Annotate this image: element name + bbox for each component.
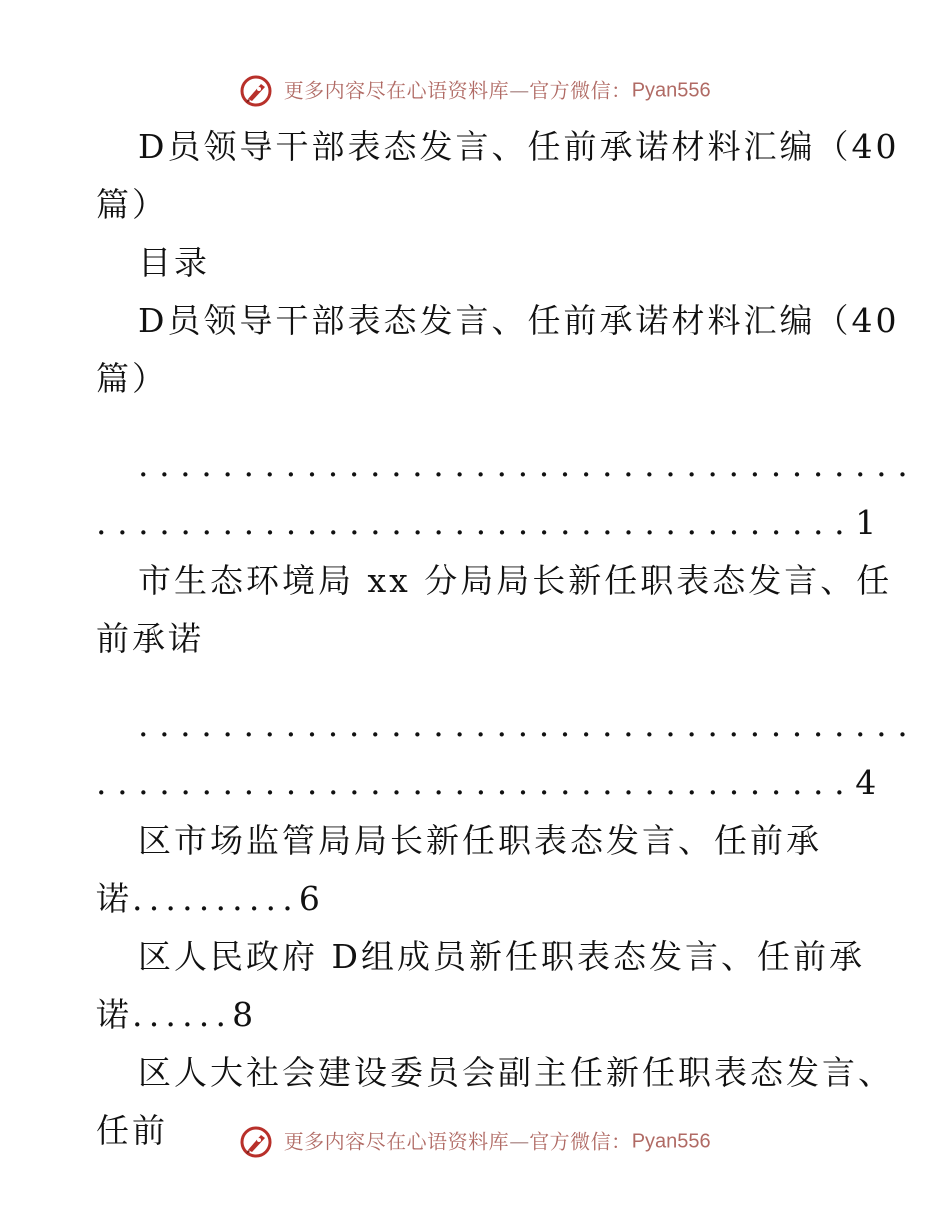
toc-entry-title-line2-with-page [96, 870, 856, 928]
toc-entry-title-line2: 任前 [96, 1111, 168, 1150]
toc-entry-page-number: 8 [232, 995, 257, 1034]
watermark-contact-id: Pyan556 [631, 1130, 711, 1153]
toc-entry-title-line1: 市生态环境局 xx 分局局长新任职表态发言、任 [138, 561, 893, 600]
toc-heading: 目录 [138, 243, 210, 282]
pen-logo-icon [239, 74, 273, 108]
toc-entry-title-line2: 诺 [96, 995, 132, 1034]
toc-entry-leader-dots: ...... [132, 995, 233, 1034]
toc-entry-leader-dots: ..................................... [138, 445, 919, 484]
watermark-contact-label: 官方微信： [529, 78, 632, 103]
toc-entry[interactable] [96, 552, 919, 812]
toc-entry-leader-dots: .......... [132, 879, 299, 918]
watermark-contact-label: 官方微信： [529, 1129, 632, 1154]
toc-entry-leader-dots: .................................... [96, 503, 856, 542]
toc-entry-leader-and-page [96, 494, 880, 552]
toc-entry-leader-and-page [96, 754, 880, 812]
toc-entry-title-line1: 区人大社会建设委员会副主任新任职表态发言、 [138, 1053, 894, 1092]
watermark-dash: — [509, 1129, 530, 1154]
document-title-line1: D员领导干部表态发言、任前承诺材料汇编（40 [138, 127, 900, 166]
document-title-line2: 篇） [96, 185, 168, 224]
toc-entry-title-line1: 区市场监管局局长新任职表态发言、任前承 [138, 821, 822, 860]
watermark-dash: — [509, 78, 530, 103]
toc-entry[interactable] [96, 928, 865, 1044]
toc-entry-page-number: 4 [855, 763, 880, 802]
watermark-text: 更多内容尽在心语资料库 [283, 1129, 510, 1154]
toc-entry-title-line2: 诺 [96, 879, 132, 918]
toc-entry[interactable] [96, 292, 919, 552]
watermark-contact-id: Pyan556 [631, 79, 711, 102]
toc-entry[interactable] [96, 812, 856, 928]
toc-entry-leader-dots: ..................................... [138, 705, 919, 744]
pen-logo-icon [239, 1125, 273, 1159]
toc-entry-title-line2: 篇） [96, 359, 168, 398]
header-watermark [0, 72, 950, 106]
document-body [96, 118, 919, 1160]
toc-entry-leader-dots: .................................... [96, 763, 856, 802]
toc-entry-page-number: 1 [855, 503, 880, 542]
watermark-text: 更多内容尽在心语资料库 [283, 78, 510, 103]
toc-entry-title-line2: 前承诺 [96, 619, 204, 658]
toc-entry-title-line1: D员领导干部表态发言、任前承诺材料汇编（40 [138, 301, 900, 340]
toc-entry-title-line2-with-page [96, 986, 856, 1044]
footer-watermark [0, 1123, 950, 1157]
toc-entry-page-number: 6 [298, 879, 323, 918]
toc-entry-title-line1: 区人民政府 D组成员新任职表态发言、任前承 [138, 937, 865, 976]
